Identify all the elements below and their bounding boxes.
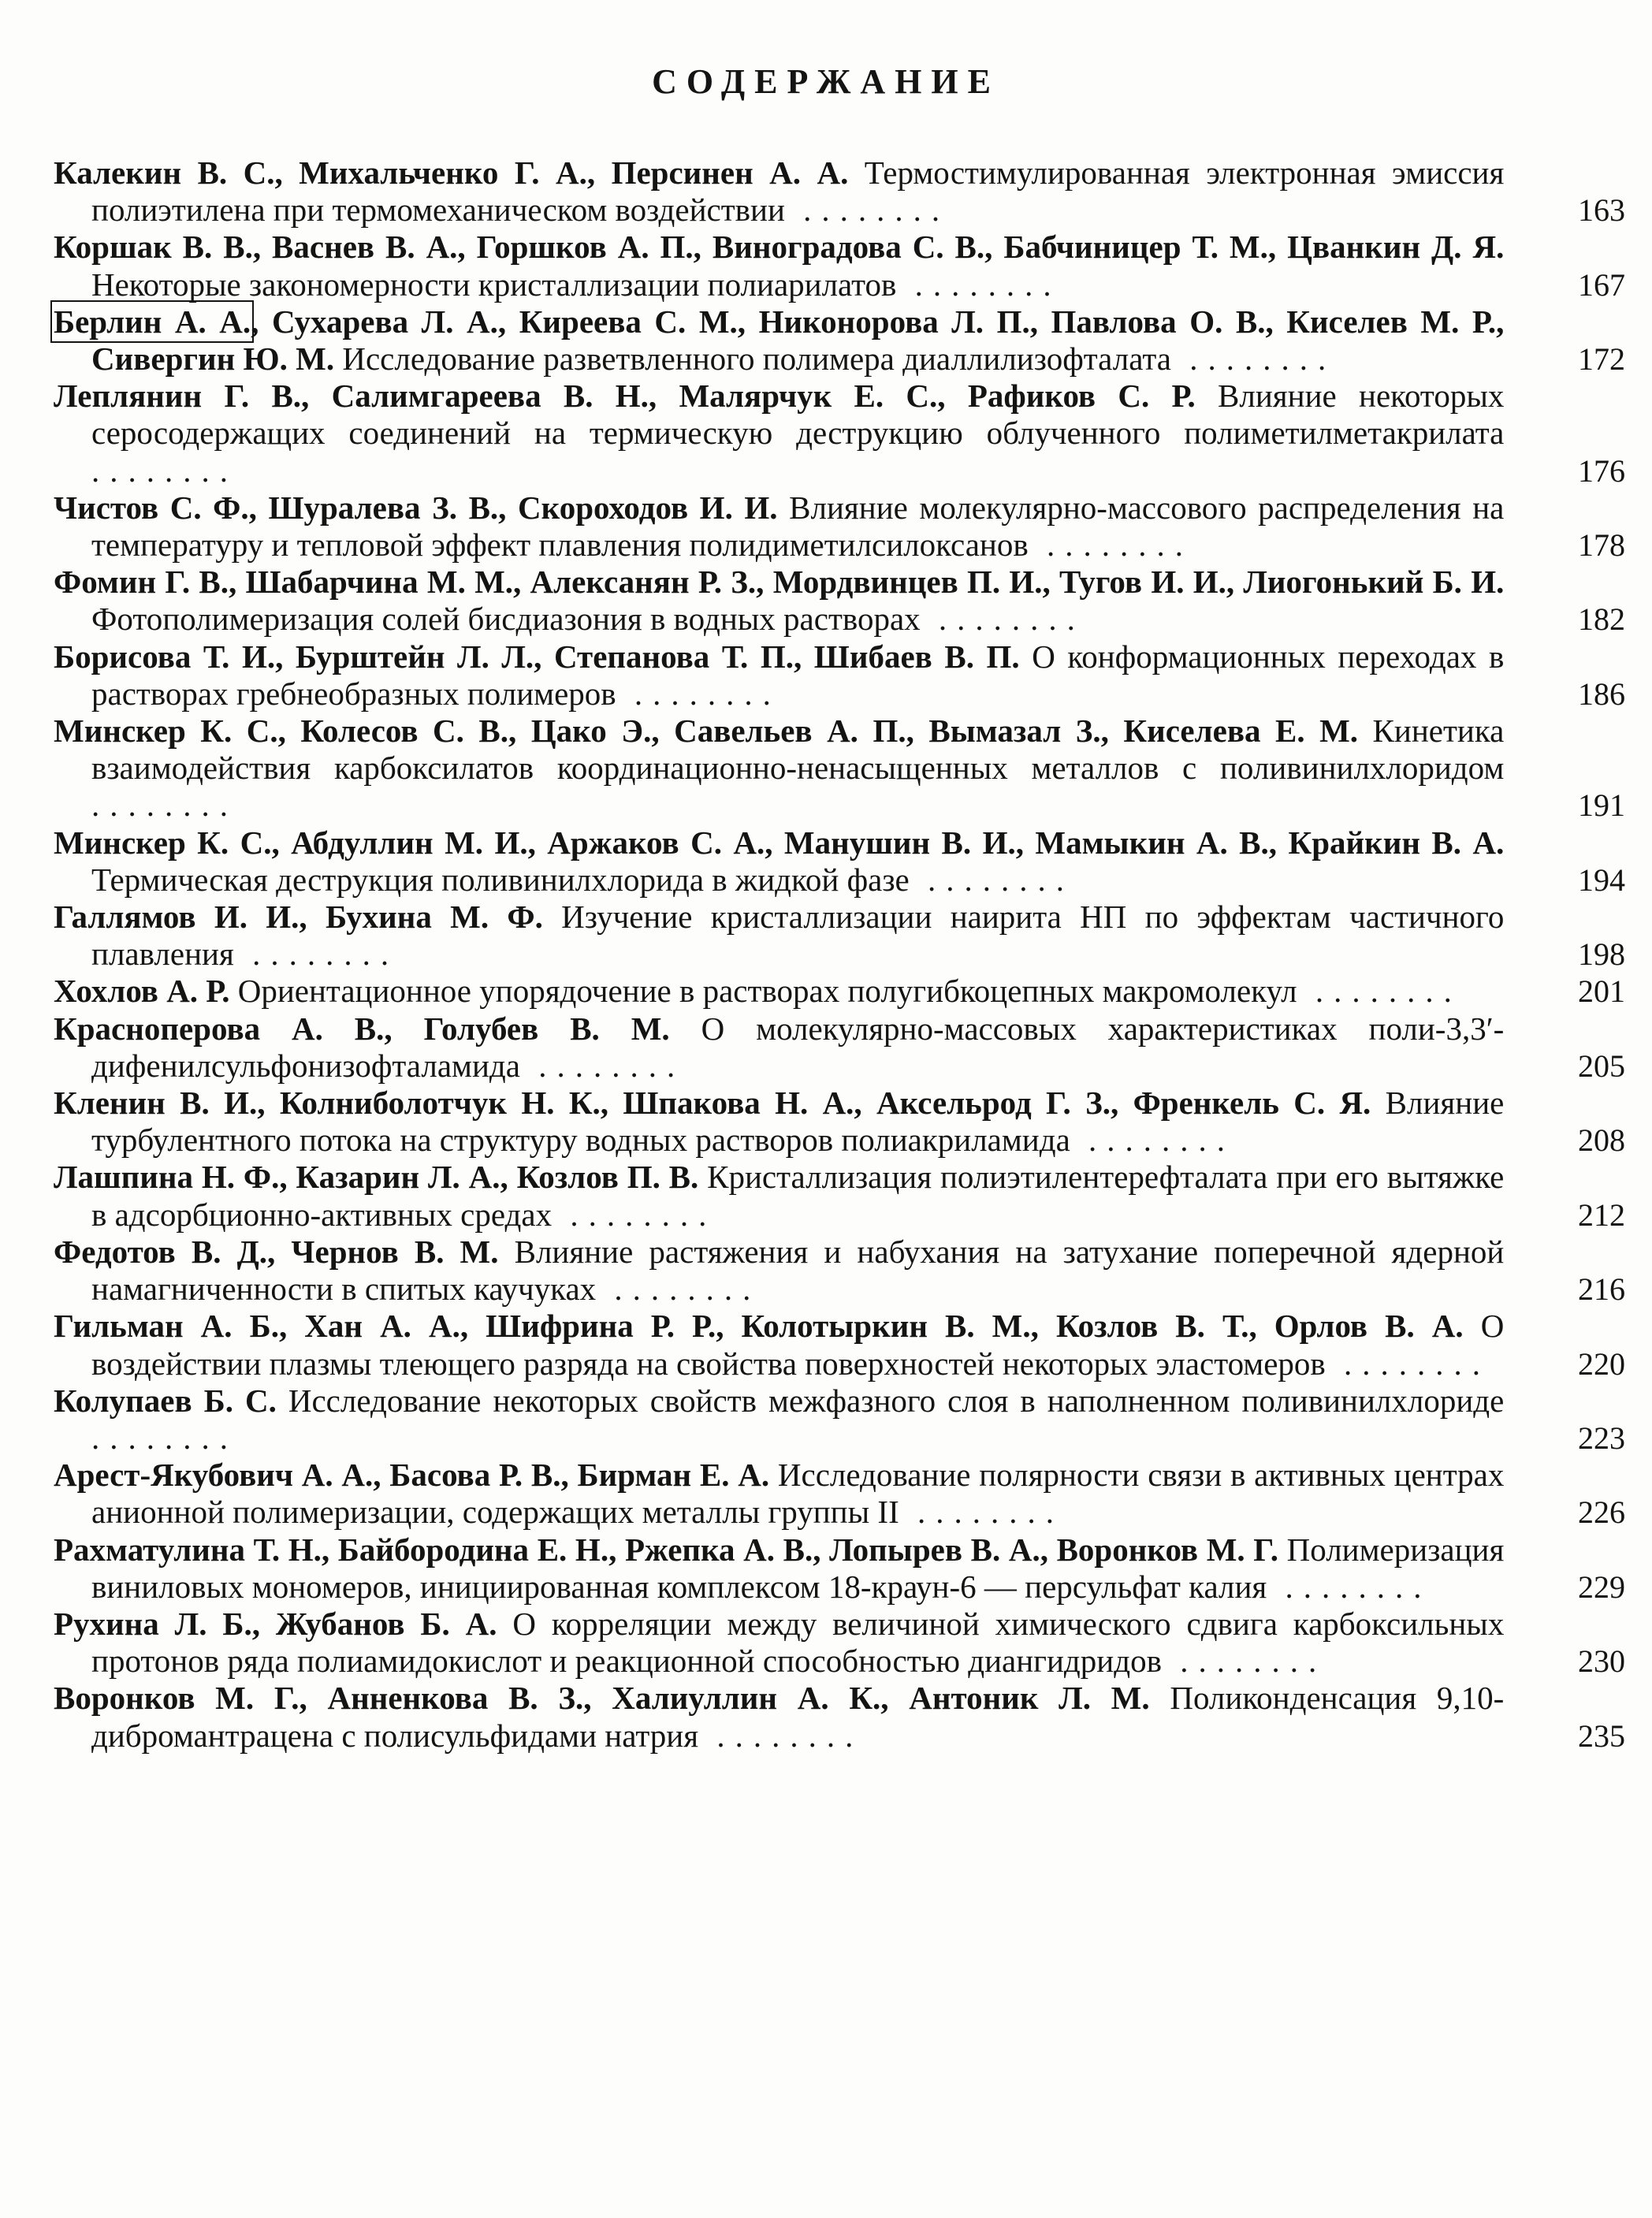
- entry-authors: Хохлов А. Р.: [54, 973, 230, 1010]
- toc-entry[interactable]: [54, 1457, 1630, 1531]
- dot-leader: ........: [909, 861, 1074, 898]
- entry-page-number: 208: [1578, 1122, 1625, 1159]
- entry-authors: Кленин В. И., Колниболотчук Н. К., Шпакова Н. А., Аксельрод Г. З., Френкель С. Я.: [54, 1085, 1371, 1122]
- entry-page-number: 191: [1578, 787, 1625, 824]
- toc-entry[interactable]: [54, 378, 1630, 489]
- toc-entry-text: [54, 1531, 1504, 1606]
- entry-title: О корреляции между величиной химического сдвига карбоксильных протонов ряда полиамидокислот и реакционной способностью диангидридов: [91, 1605, 1505, 1680]
- dot-leader: ........: [616, 675, 781, 712]
- entry-page-number: 182: [1578, 601, 1625, 638]
- entry-title: Термостимулированная электронная эмиссия полиэтилена при термомеханическом воздействии: [91, 154, 1505, 229]
- dot-leader: ........: [896, 266, 1062, 303]
- entry-page-number: 167: [1578, 266, 1625, 303]
- toc-entry-text: [54, 973, 1504, 1010]
- entry-authors: Гильман А. Б., Хан А. А., Шифрина Р. Р., Колотыркин В. М., Козлов В. Т., Орлов В. А.: [54, 1308, 1464, 1345]
- entry-authors: Борисова Т. И., Бурштейн Л. Л., Степанова Т. П., Шибаев В. П.: [54, 638, 1020, 675]
- entry-page-number: 194: [1578, 862, 1625, 898]
- dot-leader: ........: [1325, 1345, 1491, 1382]
- toc-entry-text: [54, 713, 1504, 824]
- toc-entry[interactable]: [54, 1085, 1630, 1159]
- entry-title: О конформационных переходах в растворах гребнеобразных полимеров: [91, 638, 1505, 712]
- dot-leader: ........: [1161, 1643, 1327, 1680]
- toc-entry[interactable]: [54, 564, 1630, 638]
- toc-entry[interactable]: [54, 638, 1630, 713]
- entry-title: Ориентационное упорядочение в растворах полугибкоцепных макромолекул: [237, 973, 1297, 1010]
- entry-page-number: 230: [1578, 1643, 1625, 1680]
- entry-authors: Федотов В. Д., Чернов В. М.: [54, 1233, 499, 1270]
- entry-page-number: 163: [1578, 192, 1625, 229]
- dot-leader: ........: [899, 1494, 1064, 1531]
- entry-page-number: 172: [1578, 341, 1625, 378]
- toc-entry[interactable]: [54, 824, 1630, 899]
- entry-title: Исследование полярности связи в активных центрах анионной полимеризации, содержащих металлы группы II: [91, 1457, 1505, 1531]
- dot-leader: ........: [920, 601, 1085, 638]
- toc-entry-text: [54, 824, 1504, 899]
- entry-page-number: 198: [1578, 936, 1625, 973]
- toc-entry-text: [54, 303, 1504, 378]
- entry-authors: Минскер К. С., Абдуллин М. И., Аржаков С. А., Манушин В. И., Мамыкин А. В., Крайкин В. А.: [54, 824, 1505, 861]
- dot-leader: ........: [1028, 527, 1193, 564]
- toc-entry-text: [54, 154, 1504, 229]
- entry-page-number: 223: [1578, 1420, 1625, 1456]
- entry-title: Исследование некоторых свойств межфазного слоя в наполненном поливинилхлориде: [288, 1382, 1505, 1419]
- entry-title: Некоторые закономерности кристаллизации полиарилатов: [91, 266, 897, 303]
- toc-entry[interactable]: [54, 154, 1630, 229]
- deceased-author-boxed: Берлин А. А.: [54, 303, 251, 340]
- toc-entry[interactable]: [54, 899, 1630, 973]
- entry-page-number: 186: [1578, 675, 1625, 712]
- entry-title: Влияние молекулярно-массового распределения на температуру и тепловой эффект плавления полидиметилсилоксанов: [91, 489, 1505, 564]
- toc-entry[interactable]: [54, 229, 1630, 303]
- entry-title: Изучение кристаллизации наирита НП по эффектам частичного плавления: [91, 899, 1505, 973]
- toc-entry-text: [54, 1383, 1504, 1457]
- entry-authors: Рахматулина Т. Н., Байбородина Е. Н., Ржепка А. В., Лопырев В. А., Воронков М. Г.: [54, 1531, 1278, 1568]
- entry-title: О молекулярно-массовых характеристиках поли-3,3′-дифенилсульфонизофталамида: [91, 1010, 1505, 1084]
- dot-leader: ........: [698, 1717, 864, 1754]
- entry-authors: Рухина Л. Б., Жубанов Б. А.: [54, 1605, 497, 1642]
- entry-authors: Минскер К. С., Колесов С. В., Цако Э., Савельев А. П., Вымазал З., Киселева Е. М.: [54, 713, 1359, 750]
- toc-entry[interactable]: [54, 1010, 1630, 1085]
- entry-title: Поликонденсация 9,10-дибромантрацена с полисульфидами натрия: [91, 1680, 1505, 1754]
- dot-leader: ........: [552, 1196, 717, 1233]
- entry-page-number: 229: [1578, 1569, 1625, 1605]
- toc-entry-text: [54, 1234, 1504, 1308]
- entry-authors: Красноперова А. В., Голубев В. М.: [54, 1010, 670, 1047]
- entry-page-number: 216: [1578, 1271, 1625, 1308]
- entry-title: Кристаллизация полиэтилентерефталата при его вытяжке в адсорбционно-активных средах: [91, 1159, 1505, 1233]
- toc-entry-text: [54, 489, 1504, 564]
- dot-leader: ........: [596, 1271, 761, 1308]
- entry-page-number: 205: [1578, 1048, 1625, 1084]
- dot-leader: ........: [91, 787, 238, 824]
- toc-entry-text: [54, 1010, 1504, 1085]
- toc-entry-text: [54, 564, 1504, 638]
- toc-entry[interactable]: [54, 1680, 1630, 1754]
- entry-title: Влияние некоторых серосодержащих соединений на термическую деструкцию облученного полиметилметакрилата: [91, 378, 1505, 452]
- entry-title: О воздействии плазмы тлеющего разряда на свойства поверхностей некоторых эластомеров: [91, 1308, 1505, 1382]
- entry-authors: Фомин Г. В., Шабарчина М. М., Алексанян Р. З., Мордвинцев П. И., Тугов И. И., Лиогонький Б. И.: [54, 564, 1505, 601]
- contents-heading: СОДЕРЖАНИЕ: [652, 62, 1000, 101]
- dot-leader: ........: [1070, 1122, 1236, 1159]
- entry-page-number: 176: [1578, 452, 1625, 489]
- dot-leader: ........: [1297, 973, 1462, 1010]
- table-of-contents: [54, 154, 1630, 1755]
- toc-entry-text: [54, 1680, 1504, 1754]
- toc-entry-text: [54, 1159, 1504, 1233]
- entry-title: Исследование разветвленного полимера диаллилизофталата: [342, 341, 1171, 378]
- entry-page-number: 212: [1578, 1196, 1625, 1233]
- entry-page-number: 220: [1578, 1345, 1625, 1382]
- entry-page-number: 226: [1578, 1494, 1625, 1531]
- entry-page-number: 178: [1578, 527, 1625, 564]
- toc-entry-text: [54, 899, 1504, 973]
- toc-entry[interactable]: [54, 1159, 1630, 1233]
- entry-authors: Калекин В. С., Михальченко Г. А., Персинен А. А.: [54, 154, 849, 191]
- dot-leader: ........: [233, 936, 400, 973]
- entry-page-number: 201: [1578, 973, 1625, 1010]
- dot-leader: ........: [1170, 341, 1337, 378]
- entry-authors: , Сухарева Л. А., Киреева С. М., Никонорова Л. П., Павлова О. В., Киселев М. Р., Сивергин Ю. М.: [91, 303, 1505, 378]
- toc-entry[interactable]: [54, 1308, 1630, 1382]
- toc-entry-text: [54, 638, 1504, 713]
- toc-entry[interactable]: [54, 1383, 1630, 1457]
- toc-entry[interactable]: [54, 713, 1630, 824]
- toc-entry[interactable]: [54, 303, 1630, 378]
- entry-authors: Коршак В. В., Васнев В. А., Горшков А. П., Виноградова С. В., Бабчиницер Т. М., Цванкин Д. Я.: [54, 229, 1505, 266]
- entry-authors: Чистов С. Ф., Шуралева З. В., Скороходов И. И.: [54, 489, 778, 526]
- entry-authors: Воронков М. Г., Анненкова В. З., Халиуллин А. К., Антоник Л. М.: [54, 1680, 1150, 1717]
- entry-title: Фотополимеризация солей бисдиазония в водных растворах: [91, 601, 921, 638]
- dot-leader: ........: [519, 1047, 686, 1084]
- toc-entry[interactable]: [54, 1234, 1630, 1308]
- toc-entry-text: [54, 1085, 1504, 1159]
- toc-entry[interactable]: [54, 1606, 1630, 1680]
- dot-leader: ........: [91, 1419, 238, 1456]
- toc-entry-text: [54, 229, 1504, 303]
- toc-entry[interactable]: [54, 489, 1630, 564]
- dot-leader: ........: [91, 452, 238, 489]
- entry-title: Полимеризация виниловых мономеров, инициированная комплексом 18-краун-6 — персульфат калия: [91, 1531, 1505, 1605]
- entry-authors: Леплянин Г. В., Салимгареева В. Н., Малярчук Е. С., Рафиков С. Р.: [54, 378, 1196, 415]
- toc-entry-text: [54, 1606, 1504, 1680]
- dot-leader: ........: [784, 192, 951, 229]
- entry-title: Влияние растяжения и набухания на затухание поперечной ядерной намагниченности в спитых каучуках: [91, 1233, 1505, 1308]
- toc-entry-text: [54, 378, 1504, 489]
- entry-title: Влияние турбулентного потока на структуру водных растворов полиакриламида: [91, 1085, 1505, 1159]
- dot-leader: ........: [1267, 1568, 1432, 1605]
- toc-entry[interactable]: [54, 973, 1630, 1010]
- toc-entry-text: [54, 1308, 1504, 1382]
- entry-authors: Галлямов И. И., Бухина М. Ф.: [54, 899, 543, 936]
- entry-title: Кинетика взаимодействия карбоксилатов координационно-ненасыщенных металлов с поливинилхлоридом: [91, 713, 1505, 787]
- entry-page-number: 235: [1578, 1717, 1625, 1754]
- entry-authors: Арест-Якубович А. А., Басова Р. В., Бирман Е. А.: [54, 1457, 770, 1494]
- toc-entry[interactable]: [54, 1531, 1630, 1606]
- toc-entry-text: [54, 1457, 1504, 1531]
- entry-authors: Колупаев Б. С.: [54, 1382, 277, 1419]
- entry-authors: Лашпина Н. Ф., Казарин Л. А., Козлов П. В.: [54, 1159, 699, 1196]
- entry-title: Термическая деструкция поливинилхлорида в жидкой фазе: [91, 861, 910, 898]
